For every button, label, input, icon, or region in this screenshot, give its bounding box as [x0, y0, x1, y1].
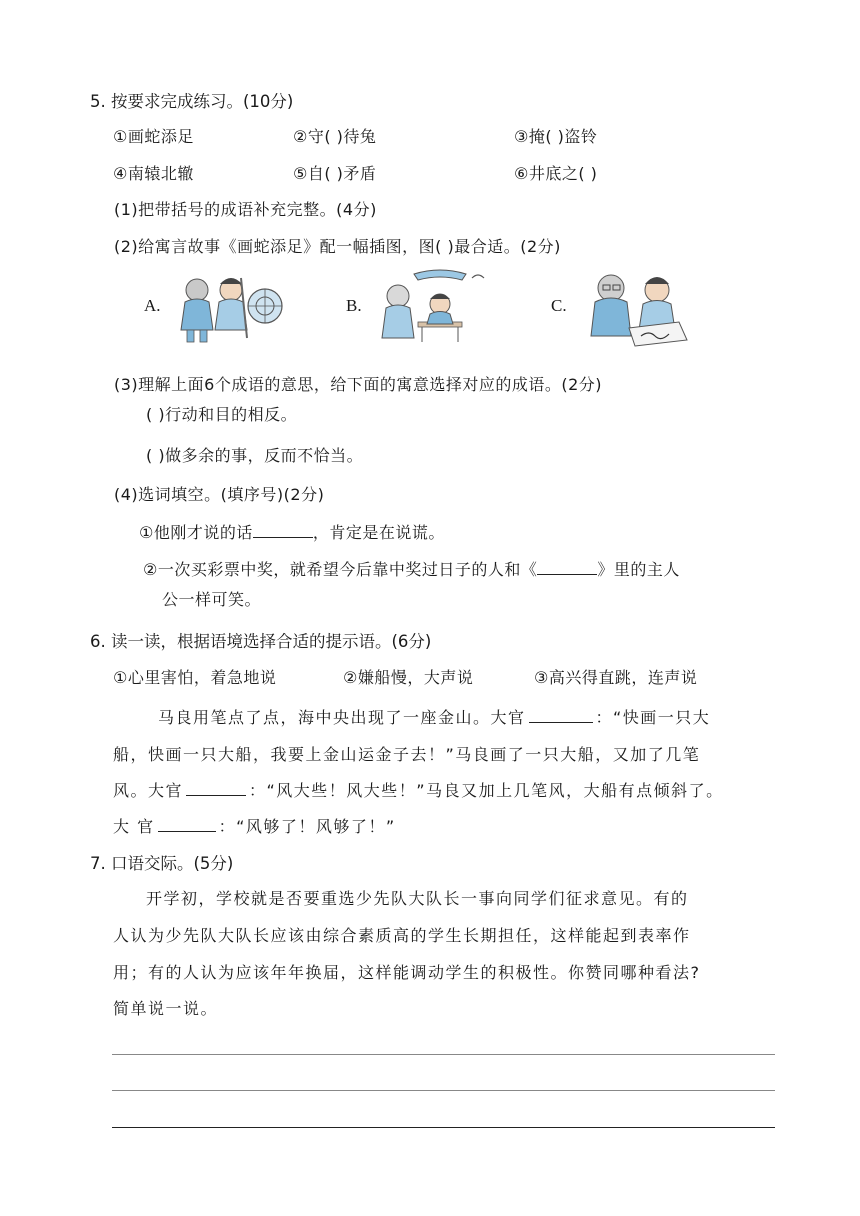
option-b-illustration	[378, 266, 490, 348]
fill-blank[interactable]	[186, 780, 246, 796]
q5-sub3: (3)理解上面6个成语的意思，给下面的寓意选择对应的成语。(2分)	[114, 375, 603, 394]
q6-para-line-2: 船，快画一只大船，我要上金山运金子去！”马良画了一只大船，又加了几笔	[113, 745, 701, 764]
q6-text: ：“风大些！风大些！”马良又加上几笔风，大船有点倾斜了。	[249, 781, 724, 800]
q6-text: 马良用笔点了点，海中央出现了一座金山。大官	[158, 708, 526, 727]
q5-sub4-b-text: ②一次买彩票中奖，就希望今后靠中奖过日子的人和《	[143, 560, 538, 579]
answer-line[interactable]	[112, 1054, 775, 1055]
option-a-illustration	[175, 268, 287, 348]
fill-blank[interactable]	[253, 522, 313, 538]
fill-blank[interactable]	[529, 707, 593, 723]
option-b-label: B.	[346, 296, 362, 315]
q5-sub4-a-text-end: ，肯定是在说谎。	[312, 523, 445, 542]
q5-sub4-b-line2: 公一样可笑。	[162, 590, 262, 609]
q7-para-line-1: 开学初，学校就是否要重选少先队大队长一事向同学们征求意见。有的	[146, 889, 689, 908]
idiom-5: ⑤自( )矛盾	[293, 164, 377, 183]
q5-title: 5. 按要求完成练习。(10分)	[90, 92, 294, 111]
hint-2: ②嫌船慢，大声说	[343, 668, 474, 687]
q5-sub4-b-text-end: 》里的主人	[597, 560, 680, 579]
q5-sub4-a-text: ①他刚才说的话	[139, 523, 253, 542]
answer-line[interactable]	[112, 1127, 775, 1128]
idiom-6: ⑥井底之( )	[514, 164, 598, 183]
fill-blank[interactable]	[158, 816, 216, 832]
q5-sub3-b: ( )做多余的事，反而不恰当。	[146, 446, 364, 465]
q5-sub4: (4)选词填空。(填序号)(2分)	[114, 485, 325, 504]
idiom-4: ④南辕北辙	[113, 164, 194, 183]
option-c-illustration	[585, 266, 693, 348]
option-a-label: A.	[144, 296, 161, 315]
option-c-label: C.	[551, 296, 567, 315]
q5-sub4-a	[139, 520, 445, 543]
q6-para-line-3	[113, 778, 724, 801]
idiom-1: ①画蛇添足	[113, 127, 194, 146]
q7-para-line-2: 人认为少先队大队长应该由综合素质高的学生长期担任，这样能起到表率作	[113, 926, 691, 945]
q5-sub2: (2)给寓言故事《画蛇添足》配一幅插图，图( )最合适。(2分)	[114, 237, 561, 256]
q6-para-line-4	[113, 814, 396, 837]
q7-para-line-3: 用；有的人认为应该年年换届，这样能调动学生的积极性。你赞同哪种看法?	[113, 963, 701, 982]
fill-blank[interactable]	[537, 559, 597, 575]
hint-3: ③高兴得直跳，连声说	[534, 668, 698, 687]
idiom-2: ②守( )待兔	[293, 127, 377, 146]
q6-text: 风。大官	[113, 781, 184, 800]
q6-para-line-1	[158, 705, 710, 728]
q5-sub1: (1)把带括号的成语补充完整。(4分)	[114, 200, 377, 219]
q6-title: 6. 读一读，根据语境选择合适的提示语。(6分)	[90, 632, 432, 651]
answer-line[interactable]	[112, 1090, 775, 1091]
q7-title: 7. 口语交际。(5分)	[90, 854, 234, 873]
q7-para-line-4: 简单说一说。	[113, 999, 219, 1018]
q6-text: 大 官	[113, 817, 155, 836]
idiom-3: ③掩( )盗铃	[514, 127, 598, 146]
q5-sub4-b	[143, 557, 680, 580]
q6-text: ：“风够了！风够了！”	[218, 817, 396, 836]
hint-1: ①心里害怕，着急地说	[113, 668, 277, 687]
q5-sub3-a: ( )行动和目的相反。	[146, 405, 298, 424]
q6-text: ：“快画一只大	[595, 708, 711, 727]
